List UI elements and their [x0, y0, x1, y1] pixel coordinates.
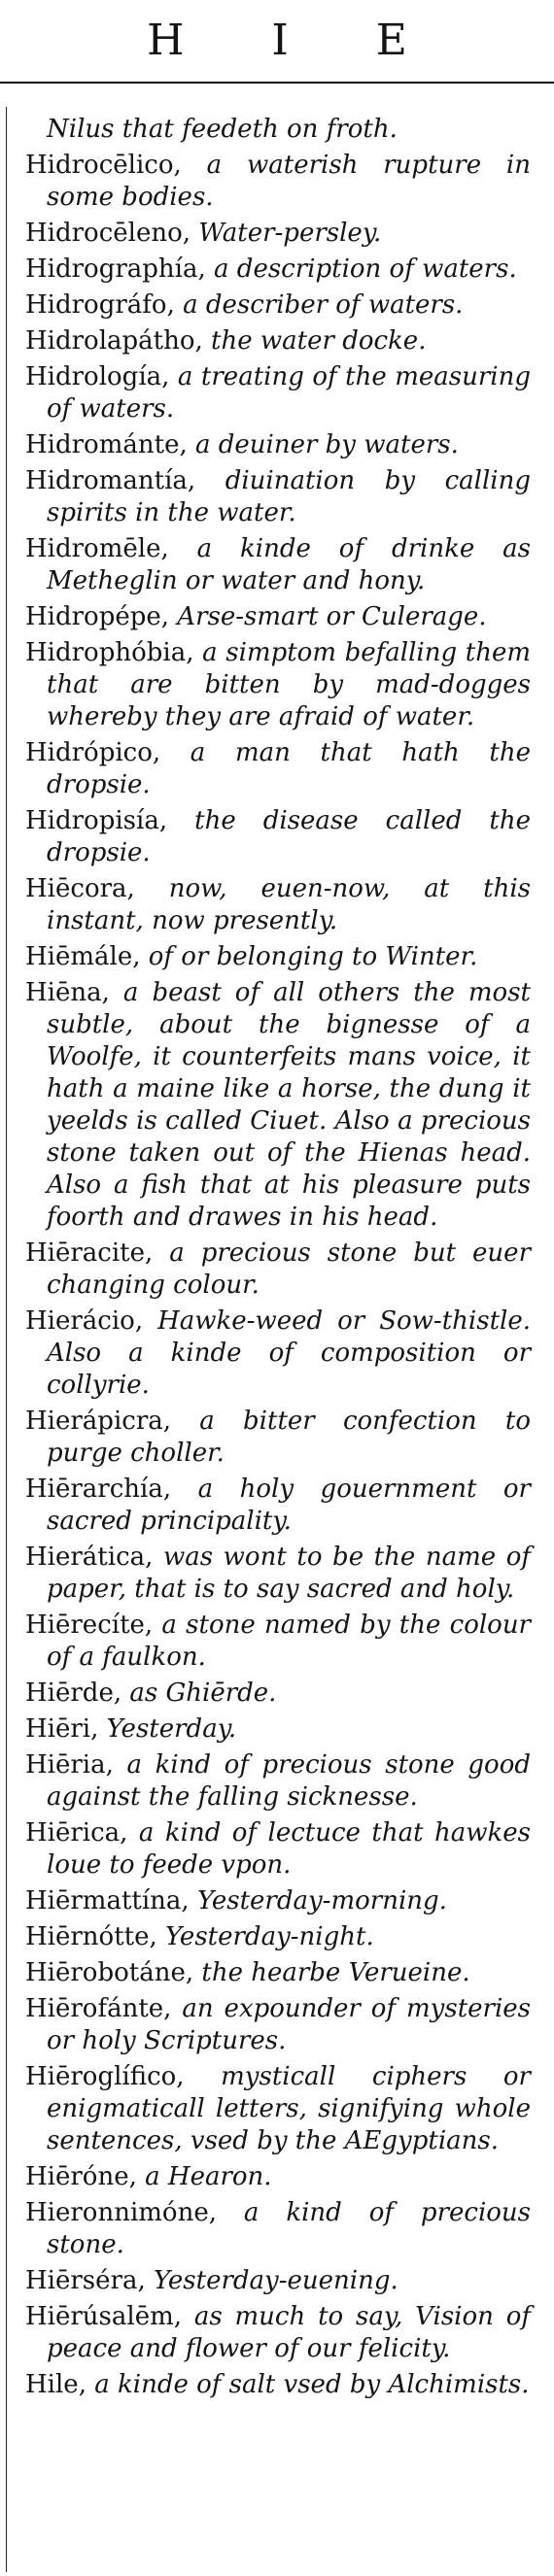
entry-headword: Hidropisía,: [25, 806, 168, 835]
entry-headword: Hidrográfo,: [25, 290, 175, 320]
dictionary-entry: [25, 1474, 531, 1538]
entry-definition: Arse-smart or Culerage.: [169, 602, 487, 631]
dictionary-entry: [25, 2197, 531, 2261]
column-rule: [6, 107, 7, 2572]
entry-definition: a Hearon.: [136, 2162, 272, 2191]
dictionary-entry: [25, 1817, 531, 1881]
entry-headword: Hiēna,: [25, 978, 110, 1007]
entry-definition: as much to say, Vision of peace and flower of our felicity.: [47, 2302, 531, 2363]
entry-definition: mysticall ciphers or enigmaticall letters, signifying whole sentences, vsed by the AEgyptians.: [47, 2062, 531, 2155]
entry-headword: Hiērséra,: [25, 2266, 146, 2295]
entry-definition: a stone named by the colour of a faulkon.: [47, 1610, 531, 1672]
entry-headword: Hidromēle,: [25, 534, 169, 563]
entry-headword: Hiēroglífico,: [25, 2062, 185, 2091]
dictionary-entry: [25, 1237, 531, 1302]
dictionary-entry: [25, 1885, 531, 1917]
entry-headword: Hiērecíte,: [25, 1610, 154, 1640]
entry-headword: Hidrocēlico,: [25, 151, 182, 180]
entry-definition: a kind of precious stone good against the falling sicknesse.: [47, 1750, 531, 1812]
entry-definition: a description of waters.: [205, 254, 517, 284]
entry-headword: Hiērobotáne,: [25, 1958, 194, 1987]
dictionary-entry: [25, 114, 531, 146]
dictionary-entry: [25, 941, 531, 973]
entry-headword: Hidromantía,: [25, 466, 196, 495]
entry-definition: a beast of all others the most subtle, about the bignesse of a Woolfe, it counterfeits mans voice, it hath a maine like a horse, the dung it yeelds is called Ciuet. Also a precious stone taken out of the Hienas head. Also a fish that at his pleasure puts foorth and drawes in his head.: [47, 978, 531, 1232]
dictionary-entry: [25, 533, 531, 597]
entry-headword: Hidropépe,: [25, 602, 170, 631]
dictionary-entry: [25, 977, 531, 1234]
entry-definition: a kinde of drinke as Metheglin or water and hony.: [47, 534, 531, 595]
dictionary-entry: [25, 2161, 531, 2193]
dictionary-entry: [25, 1921, 531, 1953]
dictionary-entry: [25, 1957, 531, 1989]
dictionary-entry: [25, 254, 531, 286]
entry-headword: Hiēri,: [25, 1714, 99, 1744]
entry-headword: Hiērofánte,: [25, 1994, 172, 2023]
entry-headword: Hidrolapátho,: [25, 326, 203, 356]
entry-headword: Hidrología,: [25, 362, 170, 391]
entry-headword: Hiērnótte,: [25, 1922, 157, 1951]
entry-definition: as Ghiērde.: [121, 1678, 277, 1708]
dictionary-entry: [25, 325, 531, 357]
entry-headword: Hierápicra,: [25, 1407, 172, 1436]
entry-definition: was wont to be the name of paper, that is to say sacred and holy.: [47, 1542, 531, 1604]
entry-headword: Hidrographía,: [25, 254, 206, 284]
dictionary-entry: [25, 429, 531, 461]
dictionary-entry: [25, 805, 531, 869]
entry-definition: a bitter confection to purge choller.: [47, 1407, 531, 1468]
entry-definition: a kind of precious stone.: [47, 2198, 531, 2259]
entry-definition: Yesterday-morning.: [189, 1886, 447, 1915]
entry-definition: a deuiner by waters.: [187, 430, 459, 459]
entry-headword: Hiēmále,: [25, 942, 141, 971]
entry-definition: Yesterday-euening.: [145, 2266, 398, 2295]
entry-headword: Hiērica,: [25, 1818, 128, 1847]
dictionary-entry: [25, 465, 531, 529]
entry-definition: a waterish rupture in some bodies.: [47, 151, 531, 212]
dictionary-entry: [25, 2265, 531, 2297]
entry-headword: Hiērmattína,: [25, 1886, 190, 1915]
dictionary-entry: [25, 1713, 531, 1746]
dictionary-entry: [25, 1542, 531, 1606]
entry-headword: Hierática,: [25, 1542, 154, 1572]
entry-definition: of or belonging to Winter.: [140, 942, 478, 971]
dictionary-entry: [25, 1678, 531, 1710]
entry-headword: Hidrocēleno,: [25, 219, 191, 248]
dictionary-entry: [25, 601, 531, 633]
entry-definition: diuination by calling spirits in the water.: [47, 466, 531, 527]
entry-definition: Yesterday.: [98, 1714, 237, 1744]
entry-headword: Hidrománte,: [25, 430, 188, 459]
entry-definition: a man that hath the dropsie.: [47, 738, 531, 799]
entry-definition: a kind of lectuce that hawkes loue to feede vpon.: [47, 1818, 531, 1880]
entry-definition: a treating of the measuring of waters.: [47, 362, 531, 424]
entry-headword: Hierácio,: [25, 1306, 144, 1336]
entry-headword: Hieronnimóne,: [25, 2198, 217, 2227]
dictionary-entry: [25, 2301, 531, 2365]
entry-definition: a precious stone but euer changing colour.: [47, 1238, 531, 1300]
entry-definition: Hawke-weed or Sow-thistle. Also a kinde of composition or collyrie.: [47, 1306, 531, 1400]
page-header-title: H I E: [147, 16, 444, 65]
entry-definition: Nilus that feedeth on froth.: [47, 115, 398, 144]
entry-definition: the disease called the dropsie.: [47, 806, 531, 867]
entry-definition: the hearbe Verueine.: [193, 1958, 470, 1987]
entry-headword: Hiēcora,: [25, 874, 135, 903]
entry-definition: Water-persley.: [190, 219, 382, 248]
entry-list: [25, 114, 531, 2405]
dictionary-entry: [25, 1610, 531, 1674]
dictionary-entry: [25, 1749, 531, 1813]
dictionary-entry: [25, 218, 531, 250]
dictionary-entry: [25, 1406, 531, 1470]
dictionary-entry: [25, 637, 531, 733]
entry-definition: a holy gouernment or sacred principality.: [47, 1474, 531, 1536]
dictionary-entry: [25, 1993, 531, 2057]
entry-definition: a simptom befalling them that are bitten by mad-dogges whereby they are afraid of water.: [47, 638, 531, 731]
entry-definition: a kinde of salt vsed by Alchimists.: [86, 2370, 530, 2399]
entry-headword: Hiērde,: [25, 1678, 122, 1708]
entry-headword: Hidrópico,: [25, 738, 161, 767]
dictionary-entry: [25, 873, 531, 937]
entry-headword: Hidrophóbia,: [25, 638, 194, 667]
dictionary-entry: [25, 737, 531, 801]
dictionary-entry: [25, 361, 531, 425]
entry-definition: a describer of waters.: [174, 290, 464, 320]
dictionary-entry: [25, 150, 531, 214]
entry-headword: Hiērúsalēm,: [25, 2302, 183, 2331]
dictionary-entry: [25, 289, 531, 322]
entry-headword: Hiēracite,: [25, 1238, 154, 1268]
dictionary-entry: [25, 2369, 531, 2401]
entry-headword: Hile,: [25, 2370, 87, 2399]
dictionary-entry: [25, 2061, 531, 2157]
entry-definition: now, euen-now, at this instant, now presently.: [47, 874, 531, 935]
entry-definition: an expounder of mysteries or holy Scriptures.: [47, 1994, 531, 2055]
entry-definition: Yesterday-night.: [156, 1922, 374, 1951]
entry-headword: Hiēria,: [25, 1750, 114, 1779]
header-rule: [0, 82, 554, 84]
entry-headword: Hiēróne,: [25, 2162, 137, 2191]
entry-definition: the water docke.: [202, 326, 427, 356]
entry-headword: Hiērarchía,: [25, 1474, 172, 1504]
dictionary-entry: [25, 1305, 531, 1402]
